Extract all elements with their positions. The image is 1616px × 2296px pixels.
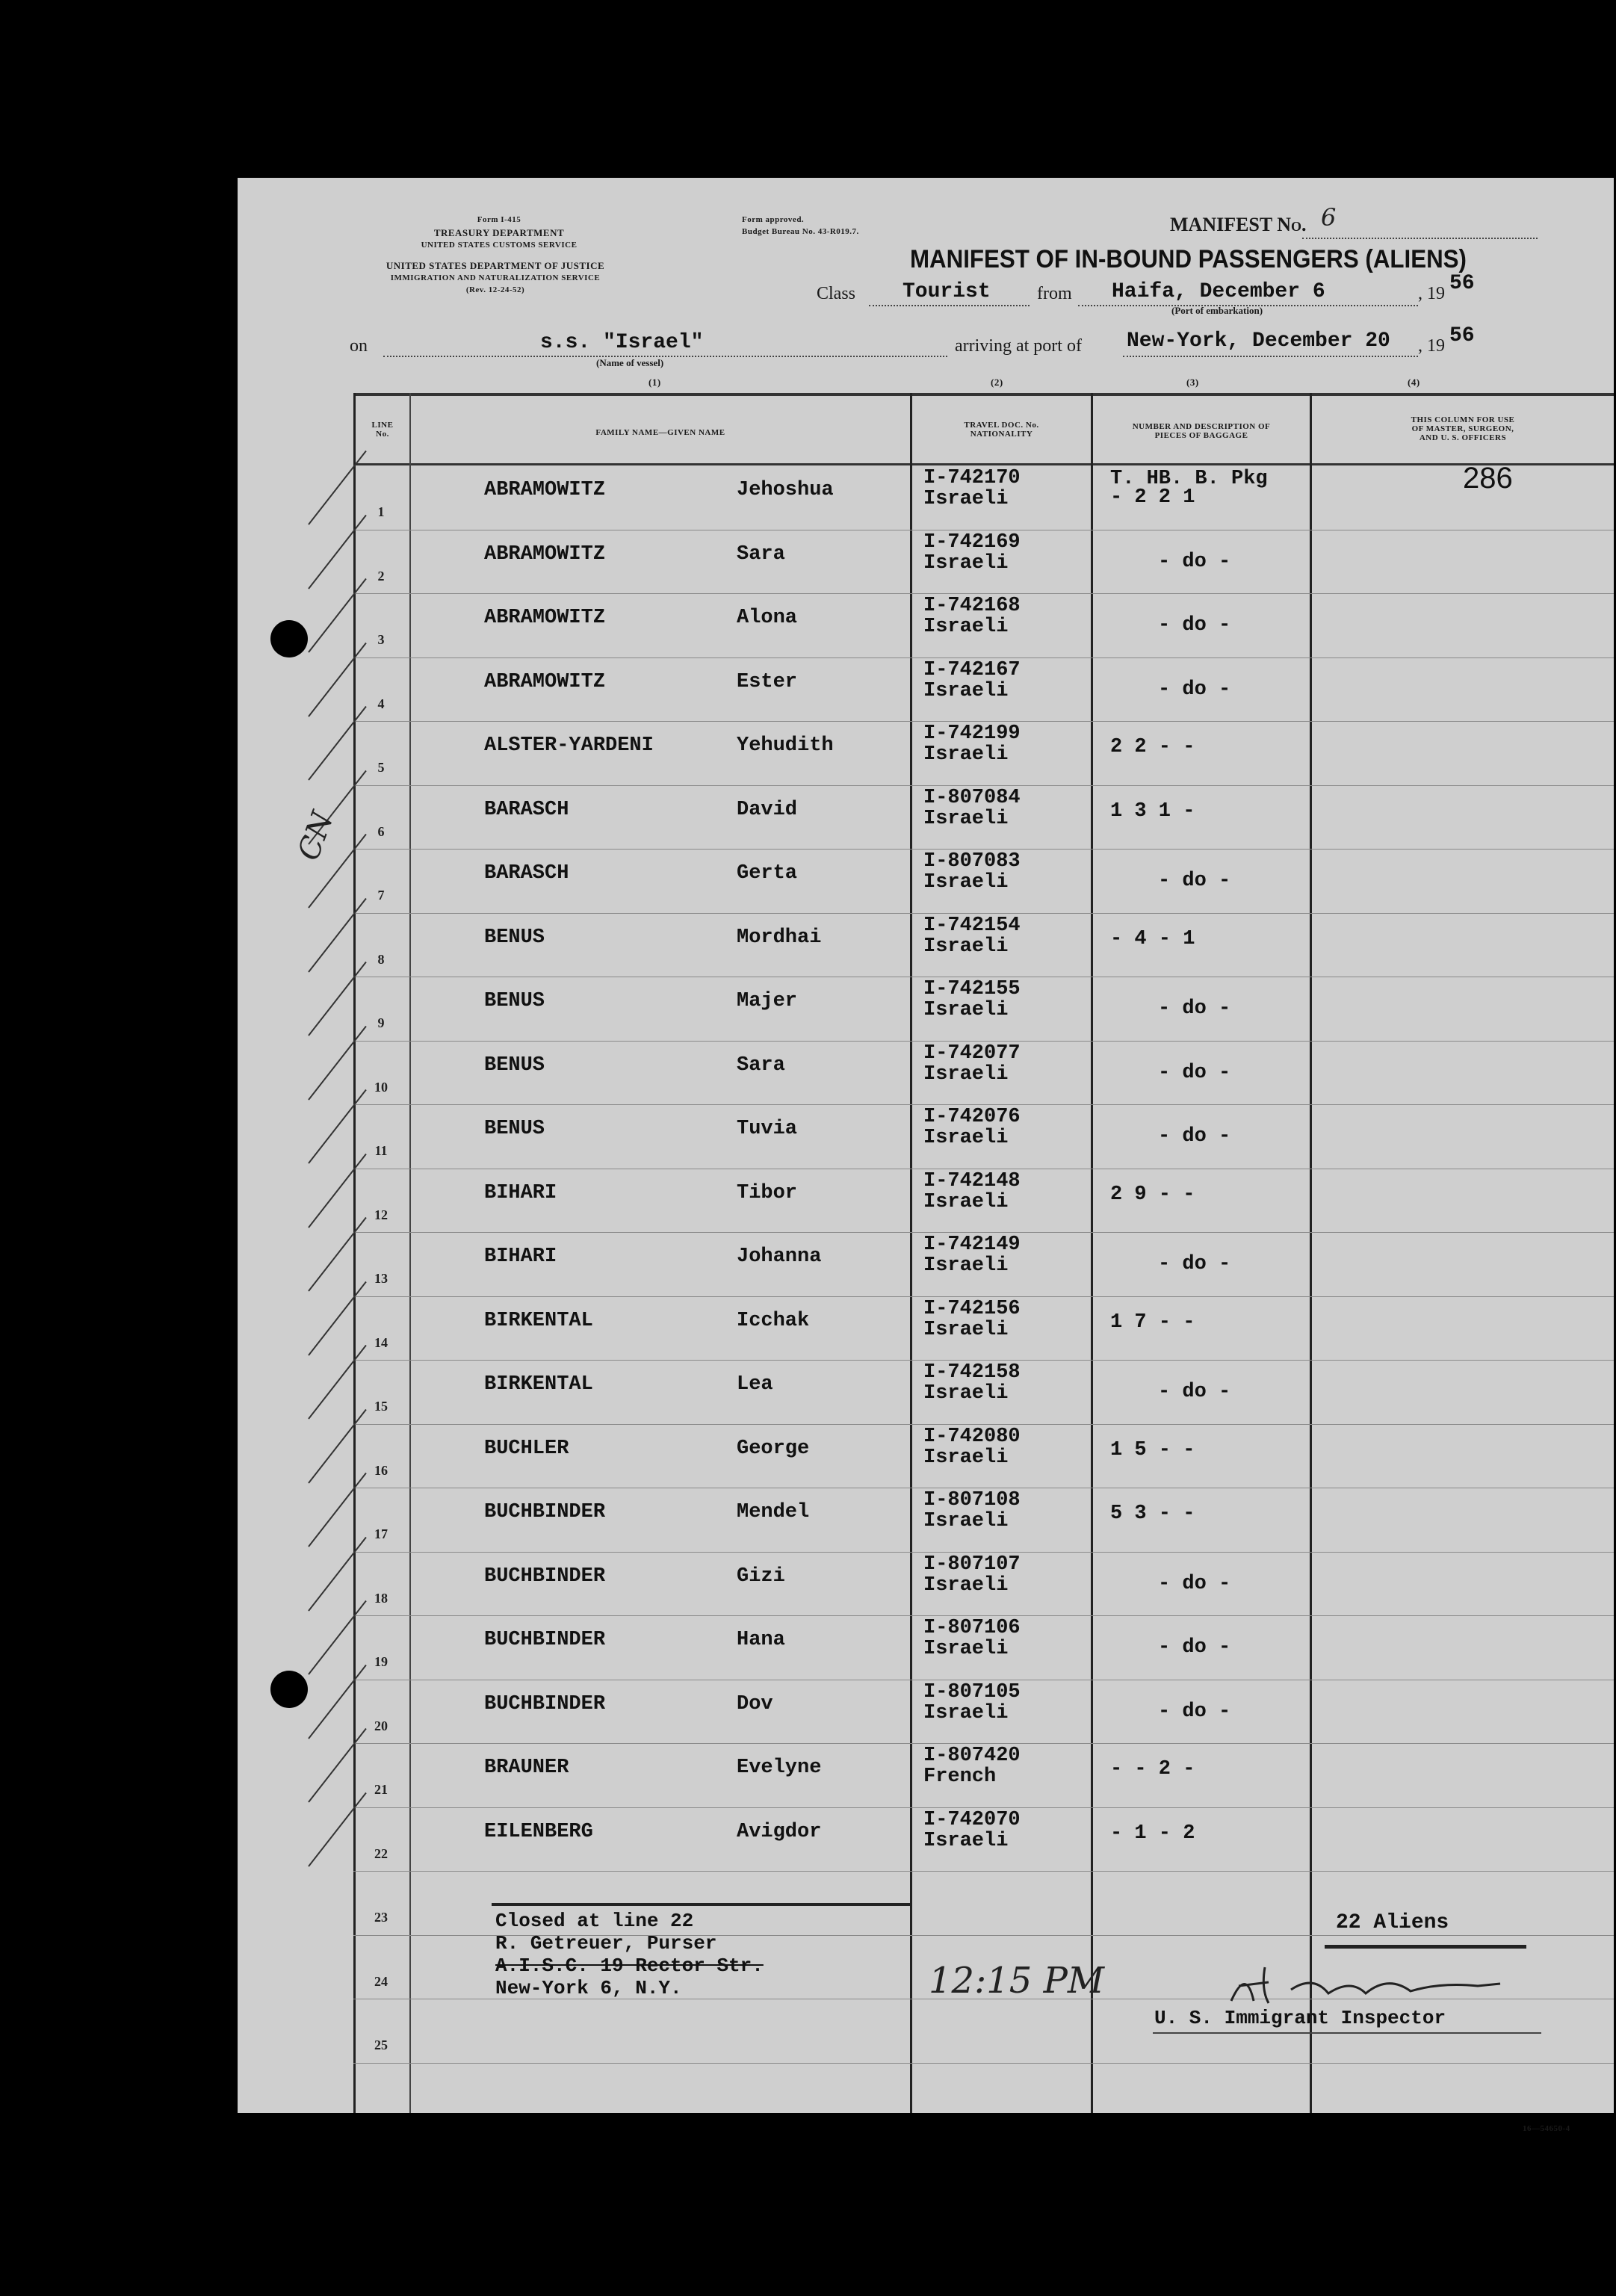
vessel-name: s.s. "Israel"	[540, 331, 704, 354]
port-caption: (Port of embarkation)	[1171, 305, 1263, 316]
line-number: 19	[374, 1654, 388, 1669]
baggage: - 4 - 1	[1110, 927, 1195, 950]
given-name: Mordhai	[737, 926, 822, 949]
purser: R. Getreuer, Purser	[495, 1932, 717, 1955]
family-name: BENUS	[484, 990, 545, 1012]
baggage: - 1 - 2	[1110, 1822, 1195, 1845]
baggage: 5 3 - -	[1110, 1503, 1195, 1525]
given-name: Tuvia	[737, 1118, 798, 1140]
aliens-total: 22 Aliens	[1336, 1911, 1449, 1934]
line-number: 1	[377, 504, 385, 519]
row-separator	[353, 1104, 1614, 1105]
travel-doc-number: I-742154	[923, 914, 1021, 937]
check-mark	[308, 1217, 367, 1292]
family-name: ABRAMOWITZ	[484, 670, 606, 693]
row-separator	[353, 1743, 1614, 1744]
baggage: - do -	[1158, 1125, 1231, 1148]
row-separator	[353, 913, 1614, 914]
vessel-caption: (Name of vessel)	[596, 357, 664, 368]
travel-doc-number: I-742070	[923, 1808, 1021, 1831]
check-mark	[308, 1281, 367, 1355]
manifest-number: 6	[1321, 203, 1337, 232]
col-header-baggage: NUMBER AND DESCRIPTION OF PIECES OF BAGGAGE	[1132, 422, 1271, 440]
baggage: - do -	[1158, 1381, 1231, 1403]
row-separator	[353, 1807, 1614, 1808]
line-number: 17	[374, 1526, 388, 1541]
nationality: Israeli	[923, 999, 1009, 1021]
from-value: Haifa, December 6	[1112, 280, 1325, 303]
travel-doc-number: I-742167	[923, 658, 1021, 681]
baggage: 2 2 - -	[1110, 736, 1195, 758]
line-number: 23	[374, 1910, 388, 1925]
line-number: 5	[377, 760, 385, 775]
nationality: Israeli	[923, 1382, 1009, 1405]
row-separator	[353, 1615, 1614, 1616]
nationality: Israeli	[923, 551, 1009, 575]
travel-doc-number: I-807107	[923, 1553, 1021, 1576]
nationality: Israeli	[923, 488, 1009, 510]
row-separator	[353, 2063, 1614, 2064]
check-mark	[308, 1153, 367, 1228]
line-number: 25	[374, 2037, 388, 2052]
row-separator	[353, 1232, 1614, 1233]
line-number: 9	[377, 1015, 385, 1030]
family-name: ALSTER-YARDENI	[484, 734, 654, 757]
given-name: Sara	[737, 1053, 785, 1077]
row-separator	[353, 849, 1614, 850]
baggage: - - 2 -	[1110, 1758, 1195, 1780]
form-number: Form I-415	[477, 215, 521, 224]
line-number: 15	[374, 1399, 388, 1414]
travel-doc-number: I-807105	[923, 1680, 1021, 1704]
nationality: Israeli	[923, 616, 1009, 638]
given-name: Mendel	[737, 1501, 810, 1523]
check-mark	[308, 1600, 367, 1675]
col-2-number: (2)	[991, 377, 1003, 388]
given-name: David	[737, 798, 798, 821]
nationality: Israeli	[923, 1638, 1009, 1660]
check-mark	[308, 514, 367, 589]
given-name: Avigdor	[737, 1820, 822, 1843]
baggage: - do -	[1158, 1572, 1231, 1595]
given-name: Dov	[737, 1692, 773, 1715]
nationality: Israeli	[923, 1254, 1009, 1277]
dept-treasury-sub: UNITED STATES CUSTOMS SERVICE	[421, 241, 578, 250]
row-separator	[353, 1424, 1614, 1425]
check-mark	[308, 706, 367, 781]
inspector-signature	[1224, 1960, 1508, 2012]
check-mark	[308, 1792, 367, 1866]
family-name: ABRAMOWITZ	[484, 542, 606, 566]
family-name: BIHARI	[484, 1246, 557, 1268]
line-number: 18	[374, 1590, 388, 1606]
given-name: Ester	[737, 670, 798, 693]
travel-doc-number: I-742170	[923, 467, 1021, 489]
given-name: Yehudith	[737, 734, 834, 757]
nationality: Israeli	[923, 1701, 1009, 1724]
baggage: - do -	[1158, 678, 1231, 701]
baggage: 1 7 - -	[1110, 1311, 1195, 1334]
line-number: 2	[377, 568, 385, 584]
family-name: BUCHBINDER	[484, 1692, 606, 1715]
nationality: Israeli	[923, 743, 1009, 766]
row-separator	[353, 721, 1614, 722]
form-approved: Form approved.	[742, 215, 805, 224]
family-name: BUCHBINDER	[484, 1629, 606, 1651]
family-name: ABRAMOWITZ	[484, 607, 606, 629]
handwritten-time: 12:15 PM	[929, 1960, 1105, 2002]
baggage: - do -	[1158, 997, 1231, 1020]
city: New-York 6, N.Y.	[495, 1977, 682, 1999]
travel-doc-number: I-742149	[923, 1234, 1021, 1256]
family-name: EILENBERG	[484, 1820, 593, 1843]
check-mark	[308, 1536, 367, 1611]
travel-doc-number: I-742148	[923, 1169, 1021, 1192]
class-label: Class	[817, 284, 856, 303]
nationality: Israeli	[923, 935, 1009, 958]
col-3-number: (3)	[1186, 377, 1199, 388]
given-name: George	[737, 1437, 810, 1460]
inspector-title: U. S. Immigrant Inspector	[1154, 2007, 1446, 2029]
check-mark	[308, 1408, 367, 1483]
col-header-line-no: LINE No.	[371, 421, 394, 439]
travel-doc-number: I-742158	[923, 1361, 1021, 1384]
row-separator	[353, 785, 1614, 786]
travel-doc-number: I-807420	[923, 1745, 1021, 1767]
line-number: 7	[377, 888, 385, 903]
given-name: Johanna	[737, 1246, 822, 1268]
dept-treasury: TREASURY DEPARTMENT	[433, 227, 565, 238]
col-header-name: FAMILY NAME—GIVEN NAME	[595, 428, 725, 437]
check-mark	[308, 1664, 367, 1739]
given-name: Gizi	[737, 1565, 785, 1588]
given-name: Evelyne	[737, 1757, 822, 1779]
baggage: - do -	[1158, 1061, 1231, 1084]
travel-doc-number: I-742155	[923, 978, 1021, 1000]
line-number: 14	[374, 1334, 388, 1350]
nationality: Israeli	[923, 1829, 1009, 1852]
year-prefix-2: , 19	[1418, 336, 1445, 356]
nationality: Israeli	[923, 871, 1009, 894]
row-separator	[353, 1360, 1614, 1361]
line-number: 4	[377, 696, 385, 711]
check-mark	[308, 1345, 367, 1420]
nationality: Israeli	[923, 679, 1009, 702]
travel-doc-number: I-742169	[923, 530, 1021, 554]
baggage: - do -	[1158, 550, 1231, 573]
nationality: French	[923, 1766, 997, 1788]
check-mark	[308, 451, 367, 525]
manifest-title: MANIFEST OF IN-BOUND PASSENGERS (ALIENS)	[910, 245, 1467, 273]
travel-doc-number: I-742080	[923, 1425, 1021, 1448]
nationality: Israeli	[923, 1127, 1009, 1149]
given-name: Icchak	[737, 1309, 810, 1332]
line-number: 16	[374, 1462, 388, 1478]
nationality: Israeli	[923, 807, 1009, 830]
travel-doc-number: I-807084	[923, 786, 1021, 809]
nationality: Israeli	[923, 1190, 1009, 1213]
family-name: BENUS	[484, 1118, 545, 1140]
given-name: Jehoshua	[737, 479, 834, 501]
line-number: 3	[377, 632, 385, 647]
dept-justice: UNITED STATES DEPARTMENT OF JUSTICE	[386, 260, 605, 271]
form-revision: (Rev. 12-24-52)	[465, 285, 525, 294]
check-mark	[308, 1025, 367, 1100]
baggage: - do -	[1158, 870, 1231, 892]
col-1-number: (1)	[648, 377, 661, 388]
from-label: from	[1037, 284, 1072, 303]
travel-doc-number: I-742168	[923, 595, 1021, 617]
family-name: ABRAMOWITZ	[484, 479, 606, 501]
baggage-codes: T. HB. B. Pkg	[1110, 468, 1268, 490]
baggage: - do -	[1158, 1636, 1231, 1659]
check-mark	[308, 897, 367, 972]
arrival-value: New-York, December 20	[1127, 329, 1390, 353]
year-prefix-1: , 19	[1418, 284, 1445, 303]
travel-doc-number: I-742076	[923, 1106, 1021, 1128]
agent-address: A.I.S.C. 19 Rector Str.	[495, 1955, 764, 1977]
line-number: 12	[374, 1207, 388, 1222]
row-separator	[353, 1041, 1614, 1042]
arriving-label: arriving at port of	[955, 336, 1082, 356]
given-name: Sara	[737, 542, 785, 566]
travel-doc-number: I-742077	[923, 1042, 1021, 1065]
family-name: BRAUNER	[484, 1757, 569, 1779]
family-name: BENUS	[484, 1053, 545, 1077]
baggage: 2 9 - -	[1110, 1183, 1195, 1206]
row-separator	[353, 593, 1614, 594]
col-4-number: (4)	[1408, 377, 1420, 388]
class-value: Tourist	[903, 280, 991, 303]
col-header-travel-doc: TRAVEL DOC. No. NATIONALITY	[964, 421, 1039, 439]
nationality: Israeli	[923, 1318, 1009, 1341]
given-name: Hana	[737, 1629, 785, 1651]
travel-doc-number: I-807108	[923, 1489, 1021, 1511]
family-name: BIRKENTAL	[484, 1309, 593, 1332]
line-number: 11	[374, 1143, 388, 1158]
baggage: - do -	[1158, 614, 1231, 637]
row-separator	[353, 1871, 1614, 1872]
travel-doc-number: I-807106	[923, 1617, 1021, 1639]
line-number: 24	[374, 1973, 388, 1989]
check-mark	[308, 642, 367, 717]
col-header-officers: THIS COLUMN FOR USE OF MASTER, SURGEON, AND U. S. OFFICERS	[1411, 415, 1515, 442]
closed-at-line: Closed at line 22	[495, 1910, 694, 1932]
check-mark	[308, 962, 367, 1036]
family-name: BARASCH	[484, 862, 569, 885]
line-number: 6	[377, 823, 385, 839]
family-name: BIRKENTAL	[484, 1373, 593, 1396]
punch-hole-top	[270, 620, 308, 657]
baggage: - do -	[1158, 1253, 1231, 1275]
baggage: 1 5 - -	[1110, 1438, 1195, 1461]
given-name: Alona	[737, 607, 798, 629]
check-mark	[308, 1473, 367, 1547]
check-mark	[308, 1728, 367, 1803]
row-separator	[353, 1552, 1614, 1553]
line-number: 20	[374, 1718, 388, 1733]
nationality: Israeli	[923, 1510, 1009, 1532]
nationality: Israeli	[923, 1574, 1009, 1597]
family-name: BIHARI	[484, 1181, 557, 1204]
row-separator	[353, 657, 1614, 658]
nationality: Israeli	[923, 1446, 1009, 1469]
family-name: BENUS	[484, 926, 545, 949]
budget-bureau: Budget Bureau No. 43-R019.7.	[742, 227, 859, 236]
line-number: 21	[374, 1782, 388, 1797]
given-name: Gerta	[737, 862, 798, 885]
year-1: 56	[1449, 272, 1475, 295]
given-name: Lea	[737, 1373, 773, 1396]
line-number: 8	[377, 951, 385, 967]
baggage: - 2 2 1	[1110, 486, 1195, 509]
margin-note: CN	[291, 807, 341, 865]
travel-doc-number: I-742156	[923, 1297, 1021, 1320]
line-number: 22	[374, 1845, 388, 1861]
given-name: Majer	[737, 990, 798, 1012]
family-name: BUCHBINDER	[484, 1501, 606, 1523]
line-number: 13	[374, 1271, 388, 1286]
family-name: BARASCH	[484, 798, 569, 821]
check-mark	[308, 1089, 367, 1164]
dept-justice-sub: IMMIGRATION AND NATURALIZATION SERVICE	[390, 273, 601, 282]
punch-hole-bottom	[270, 1671, 308, 1708]
given-name: Tibor	[737, 1181, 798, 1204]
row-separator	[353, 1296, 1614, 1297]
on-label: on	[350, 336, 368, 356]
line-number: 10	[374, 1079, 388, 1095]
check-mark	[308, 578, 367, 653]
manifest-page	[238, 178, 1614, 2133]
family-name: BUCHLER	[484, 1437, 569, 1460]
family-name: BUCHBINDER	[484, 1565, 606, 1588]
nationality: Israeli	[923, 1062, 1009, 1086]
travel-doc-number: I-807083	[923, 850, 1021, 873]
baggage: - do -	[1158, 1700, 1231, 1723]
travel-doc-number: I-742199	[923, 722, 1021, 745]
manifest-label: MANIFEST No.	[1170, 214, 1307, 235]
year-2: 56	[1449, 324, 1475, 347]
baggage: 1 3 1 -	[1110, 799, 1195, 823]
officer-count: 286	[1463, 462, 1513, 495]
footer-code: 16—54650-4	[1523, 2124, 1570, 2133]
